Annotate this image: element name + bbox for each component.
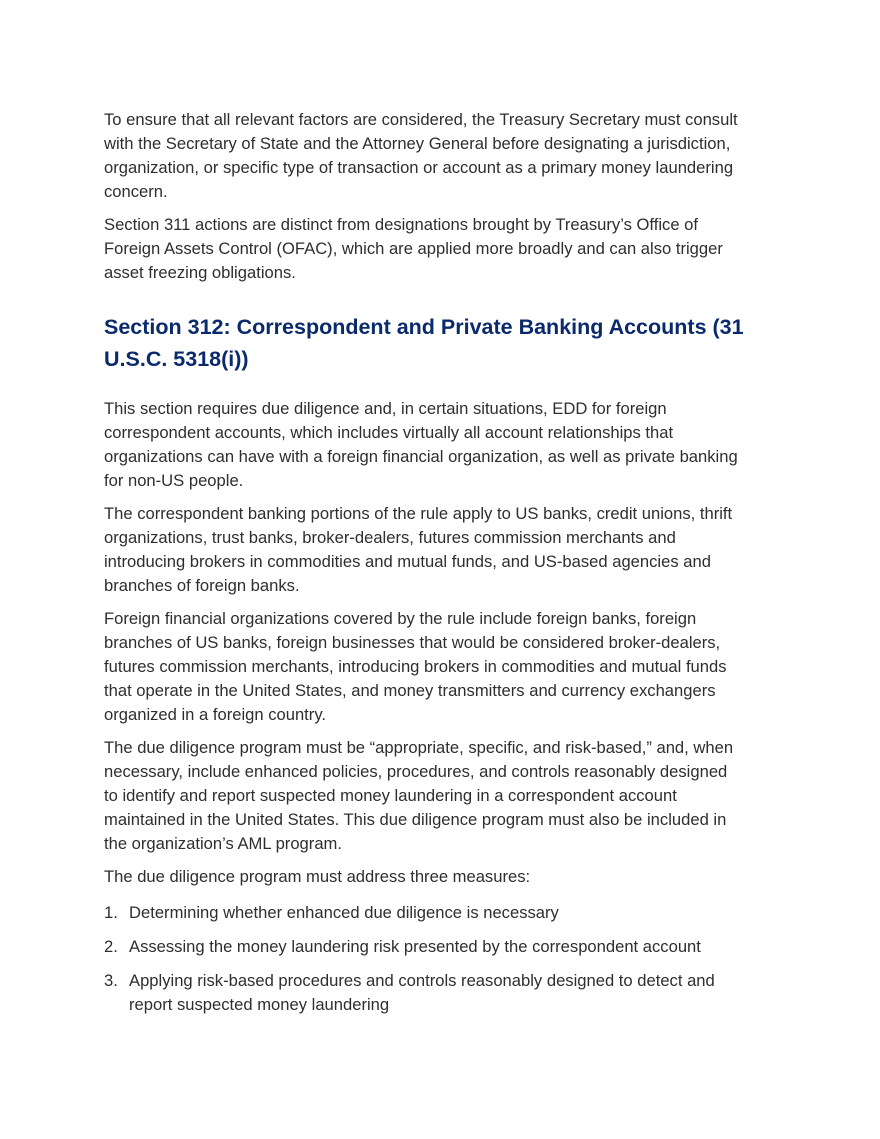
list-item [104, 901, 744, 925]
list-text: Assessing the money laundering risk presented by the correspondent account [129, 937, 701, 956]
paragraph: The due diligence program must be “appropriate, specific, and risk-based,” and, when necessary, include enhanced policies, procedures, and controls reasonably designed to identify and report suspected money laundering in a correspondent account maintained in the United States. This due diligence program must also be included in the organization’s AML program. [104, 738, 734, 853]
list-number: 3. [104, 971, 118, 990]
document-page [104, 108, 744, 1027]
measures-list [104, 901, 744, 1017]
list-text: Determining whether enhanced due diligence is necessary [129, 903, 559, 922]
paragraph: Section 311 actions are distinct from designations brought by Treasury’s Office of Foreign Assets Control (OFAC), which are applied more broadly and can also trigger asset freezing obligations. [104, 215, 723, 282]
paragraph: Foreign financial organizations covered by the rule include foreign banks, foreign branches of US banks, foreign businesses that would be considered broker-dealers, futures commission merchants, introducing brokers in commodities and mutual funds that operate in the United States, and money transmitters and currency exchangers organized in a foreign country. [104, 609, 727, 724]
section-heading: Section 312: Correspondent and Private Banking Accounts (31 U.S.C. 5318(i)) [104, 315, 744, 371]
paragraph: The due diligence program must address three measures: [104, 867, 531, 886]
list-number: 1. [104, 903, 118, 922]
list-item [104, 935, 744, 959]
paragraph: The correspondent banking portions of the rule apply to US banks, credit unions, thrift organizations, trust banks, broker-dealers, futures commission merchants and introducing brokers in commodities and mutual funds, and US-based agencies and branches of foreign banks. [104, 504, 733, 595]
list-item [104, 969, 744, 1017]
paragraph: This section requires due diligence and, in certain situations, EDD for foreign correspondent accounts, which includes virtually all account relationships that organizations can have with a foreign financial organization, as well as private banking for non-US people. [104, 399, 738, 490]
list-number: 2. [104, 937, 118, 956]
paragraph: To ensure that all relevant factors are considered, the Treasury Secretary must consult with the Secretary of State and the Attorney General before designating a jurisdiction, organization, or specific type of transaction or account as a primary money laundering concern. [104, 110, 738, 201]
list-text: Applying risk-based procedures and controls reasonably designed to detect and report suspected money laundering [129, 971, 715, 1014]
